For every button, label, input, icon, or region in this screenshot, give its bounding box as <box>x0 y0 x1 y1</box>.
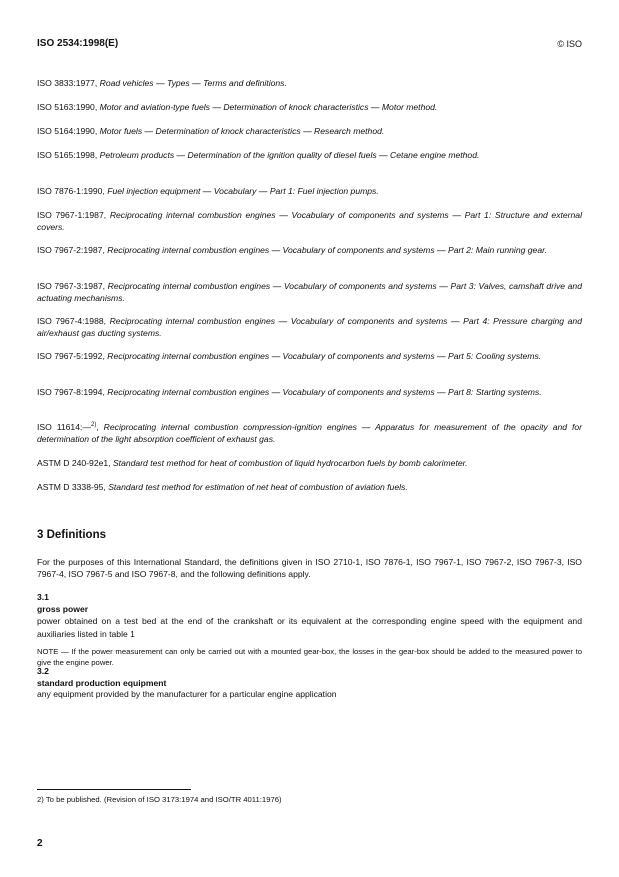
definition-number: 3.2 <box>37 666 49 676</box>
definition-term: standard production equipment <box>37 677 167 688</box>
reference-item: ISO 7967-4:1988, Reciprocating internal combustion engines — Vocabulary of components and systems — Part 4: Pressure charging and air/exhaust gas ducting systems. <box>37 316 582 338</box>
reference-item: ISO 7967-5:1992, Reciprocating internal combustion engines — Vocabulary of components and systems — Part 5: Cooling systems. <box>37 351 542 361</box>
page-number: 2 <box>37 838 43 849</box>
reference-id: ISO 7967-2:1987 <box>37 245 103 255</box>
reference-item: ISO 7967-8:1994, Reciprocating internal combustion engines — Vocabulary of components and systems — Part 8: Starting systems. <box>37 387 542 397</box>
reference-item: ISO 7967-2:1987, Reciprocating internal combustion engines — Vocabulary of components and systems — Part 2: Main running gear. <box>37 245 548 255</box>
definition-note: NOTE — If the power measurement can only be carried out with a mounted gear-box, the losses in the gear-box should be added to the measured power to give the engine power. <box>37 647 582 667</box>
reference-item: ASTM D 240-92e1, Standard test method for heat of combustion of liquid hydrocarbon fuels by bomb calorimeter. <box>37 458 468 468</box>
reference-title: Motor fuels — Determination of knock characteristics — Research method. <box>99 126 385 136</box>
reference-title: Petroleum products — Determination of the ignition quality of diesel fuels — Cetane engine method. <box>99 150 480 160</box>
section-heading <box>37 530 582 542</box>
reference-id: ISO 5165:1998 <box>37 150 95 160</box>
reference-item: ASTM D 3338-95, Standard test method for estimation of net heat of combustion of aviation fuels. <box>37 482 408 492</box>
reference-title: Road vehicles — Types — Terms and definitions. <box>99 78 287 88</box>
reference-title: Standard test method for estimation of net heat of combustion of aviation fuels. <box>108 482 408 492</box>
section-intro: For the purposes of this International Standard, the definitions given in ISO 2710-1, ISO 7876-1, ISO 7967-1, ISO 7967-2, ISO 7967-3, ISO 7967-4, ISO 7967-5 and ISO 7967-8, and the following definitions apply. <box>37 557 582 579</box>
reference-title: Reciprocating internal combustion engines — Vocabulary of components and systems — Part 3: Valves, camshaft drive and actuating mechanisms. <box>37 281 582 303</box>
definition-number: 3.1 <box>37 592 49 602</box>
reference-item: ISO 5163:1990, Motor and aviation-type fuels — Determination of knock characteristics — Motor method. <box>37 102 438 112</box>
reference-item: ISO 7967-3:1987, Reciprocating internal combustion engines — Vocabulary of components and systems — Part 3: Valves, camshaft drive and actuating mechanisms. <box>37 281 582 303</box>
reference-id: ISO 11614:— <box>37 422 91 432</box>
reference-id: ISO 7967-3:1987 <box>37 281 103 291</box>
footnote-marker: 2) <box>90 422 97 429</box>
reference-item: ISO 5165:1998, Petroleum products — Determination of the ignition quality of diesel fuels — Cetane engine method. <box>37 150 480 160</box>
reference-id: ISO 5163:1990 <box>37 102 95 112</box>
reference-id: ISO 7967-5:1992 <box>37 351 103 361</box>
footnote: 2) To be published. (Revision of ISO 3173:1974 and ISO/TR 4011:1976) <box>37 795 282 804</box>
footnote-separator <box>37 789 191 790</box>
reference-item: ISO 7967-1:1987, Reciprocating internal combustion engines — Vocabulary of components and systems — Part 1: Structure and external covers. <box>37 210 583 232</box>
reference-item: ISO 5164:1990, Motor fuels — Determination of knock characteristics — Research method. <box>37 126 385 136</box>
copyright-notice: © ISO <box>557 39 582 49</box>
reference-id: ISO 7967-4:1988 <box>37 316 104 326</box>
definition-term: gross power <box>37 603 89 614</box>
reference-title: Standard test method for heat of combustion of liquid hydrocarbon fuels by bomb calorimeter. <box>112 458 468 468</box>
document-id: ISO 2534:1998(E) <box>37 38 119 49</box>
reference-id: ASTM D 240-92e1 <box>37 458 109 468</box>
reference-item: ISO 7876-1:1990, Fuel injection equipment — Vocabulary — Part 1: Fuel injection pumps. <box>37 186 379 196</box>
reference-title: Reciprocating internal combustion engines — Vocabulary of components and systems — Part 8: Starting systems. <box>107 387 542 397</box>
reference-id: ISO 5164:1990 <box>37 126 95 136</box>
reference-item: ISO 11614:—$^{2)}$, Reciprocating internal combustion compression-ignition engines — Apparatus for measurement of the opacity and for determination of the light absorption coefficient of exhaust gas. <box>37 422 583 444</box>
reference-title: Reciprocating internal combustion engines — Vocabulary of components and systems — Part 1: Structure and external covers. <box>37 210 583 232</box>
definition-text: any equipment provided by the manufacturer for a particular engine application <box>37 689 337 700</box>
section-title: 3 Definitions <box>37 529 107 541</box>
reference-id: ISO 7967-1:1987 <box>37 210 104 220</box>
reference-id: ISO 3833:1977 <box>37 78 95 88</box>
reference-id: ISO 7876-1:1990 <box>37 186 103 196</box>
reference-title: Reciprocating internal combustion engines — Vocabulary of components and systems — Part 2: Main running gear. <box>107 245 548 255</box>
definition-3-2 <box>37 666 582 701</box>
reference-title: Reciprocating internal combustion engines — Vocabulary of components and systems — Part 4: Pressure charging and air/exhaust gas ducting systems. <box>37 316 582 338</box>
reference-title: Fuel injection equipment — Vocabulary — Part 1: Fuel injection pumps. <box>107 186 379 196</box>
reference-id: ISO 7967-8:1994 <box>37 387 103 397</box>
definition-3-1 <box>37 592 582 668</box>
definition-text: power obtained on a test bed at the end of the crankshaft or its equivalent at the corresponding engine speed with the equipment and auxiliaries listed in table 1 <box>37 616 582 639</box>
reference-item: ISO 3833:1977, Road vehicles — Types — Terms and definitions. <box>37 78 287 88</box>
reference-title: Reciprocating internal combustion engines — Vocabulary of components and systems — Part 5: Cooling systems. <box>107 351 542 361</box>
reference-title: Reciprocating internal combustion compression-ignition engines — Apparatus for measurement of the opacity and for determination of the light absorption coefficient of exhaust gas. <box>37 422 583 444</box>
reference-title: Motor and aviation-type fuels — Determination of knock characteristics — Motor method. <box>99 102 438 112</box>
reference-id: ASTM D 3338-95 <box>37 482 104 492</box>
